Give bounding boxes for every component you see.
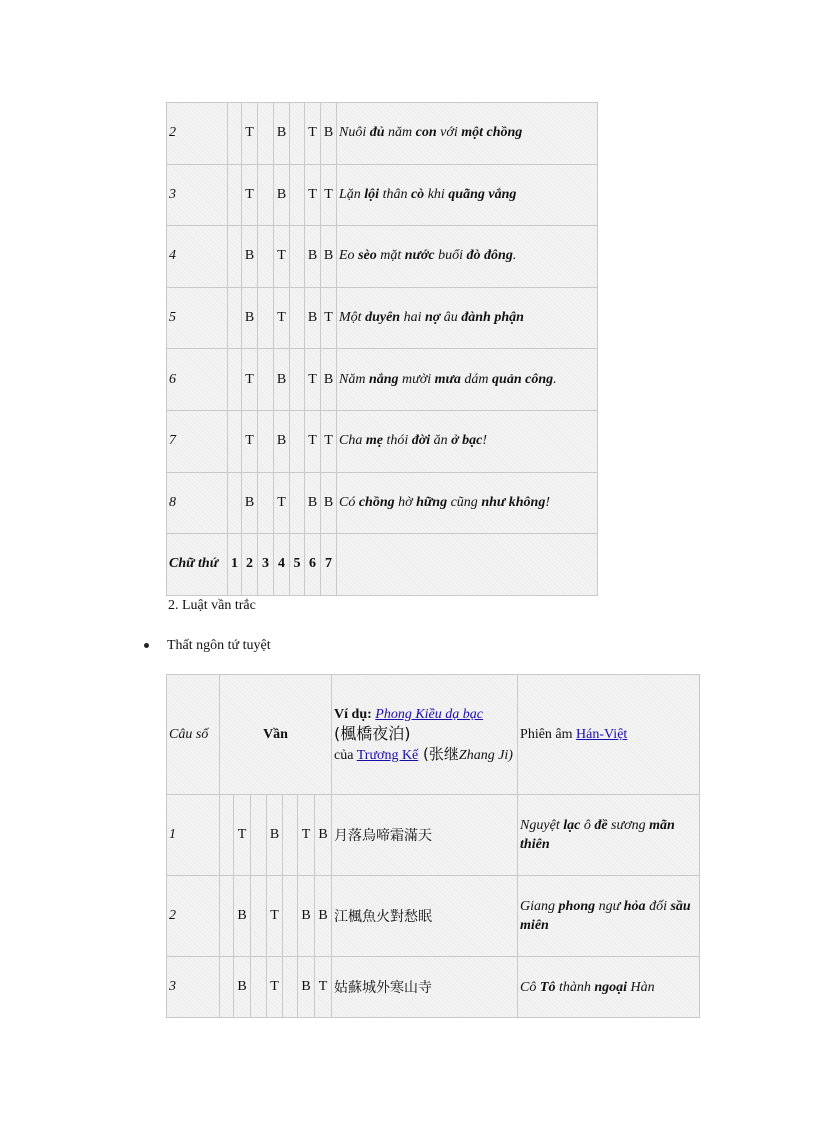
- tone-cell: B: [274, 164, 290, 226]
- empty-cell: [337, 534, 598, 596]
- tone-cell: B: [242, 472, 258, 534]
- empty-cell: [290, 226, 305, 288]
- tone-cell: B: [321, 226, 337, 288]
- tone-cell: B: [298, 957, 315, 1018]
- tone-cell: T: [298, 795, 315, 876]
- chinese-verse: 月落烏啼霜滿天: [332, 795, 518, 876]
- table-row: [167, 164, 598, 226]
- empty-cell: [283, 876, 298, 957]
- author-link[interactable]: Trương Kế: [356, 747, 419, 763]
- empty-cell: [220, 795, 234, 876]
- tone-cell: T: [305, 349, 321, 411]
- verse-text: Cha mẹ thói đời ăn ở bạc!: [337, 410, 598, 472]
- tone-cell: T: [242, 349, 258, 411]
- table-row: [167, 349, 598, 411]
- chinese-verse: 江楓魚火對愁眠: [332, 876, 518, 957]
- han-viet-link[interactable]: Hán-Việt: [576, 726, 628, 742]
- verse-text: Năm nắng mười mưa dám quản công.: [337, 349, 598, 411]
- empty-cell: [283, 957, 298, 1018]
- bullet-icon: [144, 643, 149, 648]
- line-number: 8: [167, 472, 228, 534]
- empty-cell: [228, 103, 242, 165]
- tone-cell: B: [274, 349, 290, 411]
- tone-cell: T: [267, 957, 283, 1018]
- position-number: 6: [305, 534, 321, 596]
- tone-cell: B: [242, 226, 258, 288]
- table-row: [167, 876, 700, 957]
- empty-cell: [258, 349, 274, 411]
- empty-cell: [290, 410, 305, 472]
- table-row: [167, 287, 598, 349]
- table-row: [167, 795, 700, 876]
- position-number: 1: [228, 534, 242, 596]
- tone-cell: T: [242, 103, 258, 165]
- empty-cell: [258, 410, 274, 472]
- empty-cell: [258, 472, 274, 534]
- position-number: 4: [274, 534, 290, 596]
- line-number: 1: [167, 795, 220, 876]
- tone-cell: B: [234, 957, 251, 1018]
- tone-cell: T: [305, 164, 321, 226]
- line-number: 5: [167, 287, 228, 349]
- empty-cell: [283, 795, 298, 876]
- empty-cell: [258, 164, 274, 226]
- tone-cell: T: [267, 876, 283, 957]
- tone-cell: T: [234, 795, 251, 876]
- verse-text: Có chồng hờ hững cũng như không!: [337, 472, 598, 534]
- tone-cell: T: [274, 226, 290, 288]
- tone-cell: T: [274, 472, 290, 534]
- verse-text: Một duyên hai nợ âu đành phận: [337, 287, 598, 349]
- line-number: 3: [167, 164, 228, 226]
- tone-cell: B: [305, 472, 321, 534]
- tone-cell: B: [274, 103, 290, 165]
- empty-cell: [258, 103, 274, 165]
- table-row: [167, 472, 598, 534]
- line-number: 7: [167, 410, 228, 472]
- han-viet-verse: Cô Tô thành ngoại Hàn: [518, 957, 700, 1018]
- position-number: 2: [242, 534, 258, 596]
- tone-cell: B: [274, 410, 290, 472]
- header-van: Vần: [220, 675, 332, 795]
- line-number: 6: [167, 349, 228, 411]
- empty-cell: [220, 957, 234, 1018]
- han-viet-verse: Giang phong ngư hỏa đối sầu miên: [518, 876, 700, 957]
- tone-cell: B: [305, 226, 321, 288]
- empty-cell: [258, 226, 274, 288]
- line-number: 4: [167, 226, 228, 288]
- rhyme-table-odd: [166, 674, 700, 1018]
- section-caption: 2. Luật vần trắc: [168, 598, 256, 613]
- empty-cell: [220, 876, 234, 957]
- tone-cell: T: [305, 103, 321, 165]
- empty-cell: [228, 226, 242, 288]
- tone-cell: T: [321, 410, 337, 472]
- tone-cell: T: [305, 410, 321, 472]
- tone-cell: T: [321, 164, 337, 226]
- bullet-item: [144, 638, 271, 654]
- tone-cell: B: [267, 795, 283, 876]
- empty-cell: [228, 472, 242, 534]
- author-prefix: của: [334, 747, 357, 763]
- tone-cell: B: [321, 349, 337, 411]
- tone-cell: B: [305, 287, 321, 349]
- line-number: 2: [167, 876, 220, 957]
- empty-cell: [251, 957, 267, 1018]
- empty-cell: [290, 164, 305, 226]
- empty-cell: [290, 103, 305, 165]
- table-footer-row: [167, 534, 598, 596]
- tone-cell: T: [242, 410, 258, 472]
- table-row: [167, 957, 700, 1018]
- empty-cell: [290, 472, 305, 534]
- empty-cell: [228, 287, 242, 349]
- tone-cell: T: [242, 164, 258, 226]
- tone-cell: T: [315, 957, 332, 1018]
- empty-cell: [228, 410, 242, 472]
- chinese-verse: 姑蘇城外寒山寺: [332, 957, 518, 1018]
- example-cjk-title: (楓橋夜泊): [334, 723, 411, 743]
- tone-cell: B: [234, 876, 251, 957]
- bullet-text: Thất ngôn tứ tuyệt: [167, 638, 271, 653]
- header-cau-so: Câu số: [167, 675, 220, 795]
- header-example: [332, 675, 518, 795]
- example-prefix: Ví dụ:: [334, 706, 376, 722]
- tone-cell: B: [315, 876, 332, 957]
- table-row: [167, 103, 598, 165]
- tone-cell: B: [298, 876, 315, 957]
- line-number: 3: [167, 957, 220, 1018]
- empty-cell: [258, 287, 274, 349]
- phien-am-prefix: Phiên âm: [520, 726, 577, 742]
- empty-cell: [290, 349, 305, 411]
- example-poem-link[interactable]: Phong Kiều dạ bạc: [375, 706, 483, 722]
- rhyme-table-even: [166, 102, 598, 596]
- position-number: 5: [290, 534, 305, 596]
- author-latin: Zhang Ji): [458, 747, 513, 763]
- position-number: 3: [258, 534, 274, 596]
- line-number: 2: [167, 103, 228, 165]
- verse-text: Nuôi đủ năm con với một chồng: [337, 103, 598, 165]
- author-cjk: (张继: [418, 744, 459, 763]
- position-number: 7: [321, 534, 337, 596]
- tone-cell: B: [321, 103, 337, 165]
- empty-cell: [290, 287, 305, 349]
- tone-cell: T: [321, 287, 337, 349]
- tone-cell: B: [242, 287, 258, 349]
- empty-cell: [251, 876, 267, 957]
- footer-label: Chữ thứ: [167, 534, 228, 596]
- empty-cell: [251, 795, 267, 876]
- table-header-row: [167, 675, 700, 795]
- tone-cell: B: [321, 472, 337, 534]
- verse-text: Eo sèo mặt nước buổi đò đông.: [337, 226, 598, 288]
- han-viet-verse: Nguyệt lạc ô đề sương mãn thiên: [518, 795, 700, 876]
- header-phien-am: [518, 675, 700, 795]
- table-row: [167, 226, 598, 288]
- table-row: [167, 410, 598, 472]
- empty-cell: [228, 164, 242, 226]
- empty-cell: [228, 349, 242, 411]
- tone-cell: T: [274, 287, 290, 349]
- verse-text: Lặn lội thân cò khi quãng vắng: [337, 164, 598, 226]
- tone-cell: B: [315, 795, 332, 876]
